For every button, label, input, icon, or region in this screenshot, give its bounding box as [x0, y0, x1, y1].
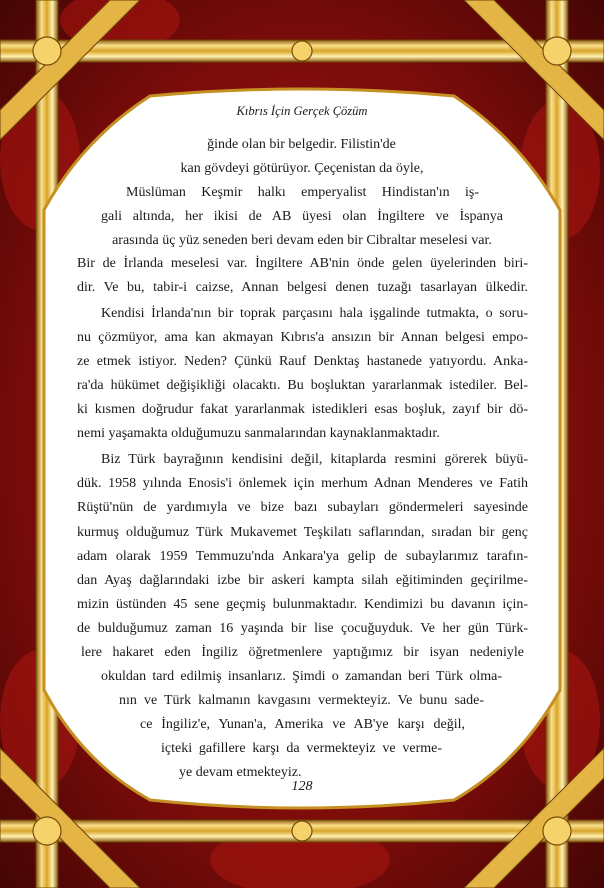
text-line: Kendisi İrlanda'nın bir toprak parçasını hala işgalinde tutmakta, o soru- [101, 306, 528, 321]
text-line: nu çözmüyor, ama kan akmayan Kıbrıs'a ansızın bir Annan belgesi empo- [77, 330, 528, 345]
text-line: dan Ayaş dağlarındaki izbe bir askeri kampta silah eğitiminden geçirilme- [77, 573, 528, 588]
text-line: ğinde olan bir belgedir. Filistin'de [207, 137, 396, 152]
text-line: kurmuş olduğumuz Türk Mukavemet Teşkilatı saflarından, sıradan bir genç [77, 525, 528, 540]
text-line: de bulduğumuz zaman 16 yaşında bir lise çocuğuyduk. Ve her gün Türk- [77, 621, 528, 636]
text-line: Müslüman Keşmir halkı emperyalist Hindistan'ın iş- [126, 185, 479, 200]
text-line: ra'da hükümet değişikliği olacaktı. Bu boşluktan yararlanmak istediler. Bel- [77, 378, 528, 393]
page-number: 128 [291, 779, 313, 794]
text-line: adam olarak 1959 Temmuzu'nda Ankara'ya gelip de subaylarımız tarafın- [77, 549, 528, 564]
text-line: ki kısmen doğrudur fakat yararlanmak istedikleri esas boşluk, zayıf bir dö- [77, 402, 528, 417]
text-line: nemi yaşamakta olduğumuzu sanmalarından kaynaklanmaktadır. [77, 426, 440, 441]
text-line: ce İngiliz'e, Yunan'a, Amerika ve AB'ye karşı değil, [140, 717, 465, 732]
running-head: Kıbrıs İçin Gerçek Çözüm [236, 104, 368, 118]
text-line: Biz Türk bayrağının kendisini değil, kitaplarda resmini görerek büyü- [101, 452, 528, 467]
text-line: Rüştü'nün de yardımıyla ve bize bazı subayları göndermeleri sayesinde [77, 500, 528, 515]
text-line: dük. 1958 yılında Enosis'i önlemek için merhum Adnan Menderes ve Fatih [77, 476, 528, 491]
text-line: ze etmek istiyor. Neden? Çünkü Rauf Denktaş hastanede yatıyordu. Anka- [77, 354, 528, 369]
text-line: Bir de İrlanda meselesi var. İngiltere AB'nin önde gelen üyelerinden biri- [77, 256, 528, 271]
text-line: mizin üstünden 45 sene geçmiş bulunmaktadır. Kendimizi bu davanın için- [77, 597, 528, 612]
text-line: gali altında, her ikisi de AB üyesi olan İngiltere ve İspanya [101, 209, 503, 224]
text-line: içteki gafillere karşı da vermekteyiz ve verme- [161, 741, 442, 756]
text-line: arasında üç yüz seneden beri devam eden bir Cibraltar meselesi var. [112, 233, 492, 248]
text-line: lere hakaret eden İngiliz öğretmenlere yaptığımız bir isyan nedeniyle [81, 645, 524, 660]
text-line: dir. Ve bu, tabir-i caizse, Annan belgesi denen tuzağı tasarlayan ülkedir. [77, 280, 528, 295]
text-line: nın ve Türk kalmanın kavgasını vermekteyiz. Ve bunu sade- [119, 693, 484, 708]
text-line: kan gövdeyi götürüyor. Çeçenistan da öyle, [180, 161, 424, 176]
text-line: ye devam etmekteyiz. [179, 765, 302, 780]
text-line: okuldan tard edilmiş insanlarız. Şimdi o zamandan beri Türk olma- [101, 669, 502, 684]
